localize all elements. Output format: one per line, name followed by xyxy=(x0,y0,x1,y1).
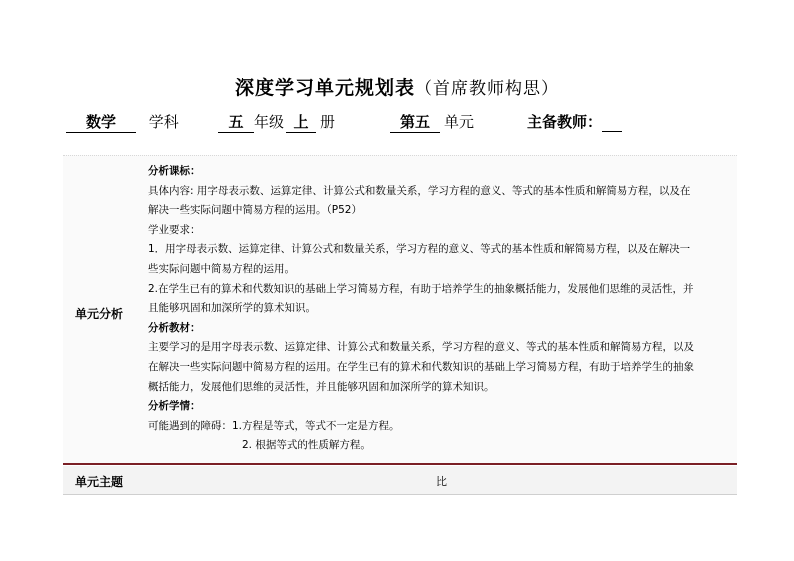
requirement-heading: 学业要求： xyxy=(148,223,201,236)
term-label: 册 xyxy=(320,113,336,131)
requirement-line: 些实际问题中简易方程的运用。 xyxy=(148,262,295,275)
textbook-heading: 分析教材： xyxy=(148,321,201,334)
teacher-info xyxy=(527,111,622,132)
textbook-line: 主要学习的是用字母表示数、运算定律、计算公式和数量关系，学习方程的意义、等式的基本性质和解简易方程，以及 xyxy=(148,341,694,354)
textbook-line: 概括能力，发展他们思维的灵活性，并且能够巩固和加深所学的算术知识。 xyxy=(148,380,495,393)
curriculum-line: 具体内容: 用字母表示数、运算定律、计算公式和数量关系，学习方程的意义、等式的基本性质和解简易方程，以及在 xyxy=(148,184,691,197)
title-main: 深度学习单元规划表 xyxy=(234,77,415,99)
theme-value: 比 xyxy=(436,475,447,488)
grade-value: 五 xyxy=(218,111,254,133)
subject-info xyxy=(66,111,179,133)
table-bottom-border xyxy=(63,494,737,495)
subject-value: 数学 xyxy=(66,111,136,133)
unit-info xyxy=(390,111,474,133)
subject-label: 学科 xyxy=(148,113,179,131)
analysis-row-label: 单元分析 xyxy=(75,307,124,321)
teacher-value-blank xyxy=(602,113,622,132)
requirement-line: 2.在学生已有的算术和代数知识的基础上学习简易方程，有助于培养学生的抽象概括能力，发展他们思维的灵活性，并 xyxy=(148,282,694,295)
title-subtitle: （首席教师构思） xyxy=(415,79,559,99)
section-divider xyxy=(63,463,737,465)
textbook-line: 在解决一些实际问题中简易方程的运用。在学生已有的算术和代数知识的基础上学习简易方程，有助于培养学生的抽象 xyxy=(148,360,694,373)
grade-label: 年级 xyxy=(254,113,285,131)
unit-label: 单元 xyxy=(444,113,475,131)
student-heading: 分析学情： xyxy=(148,400,201,413)
theme-row xyxy=(63,466,737,494)
page-title xyxy=(0,73,794,100)
grade-info xyxy=(218,111,335,133)
unit-value: 第五 xyxy=(390,111,440,133)
term-value: 上 xyxy=(286,111,316,133)
teacher-label: 主备教师： xyxy=(527,113,603,131)
student-line: 可能遇到的障碍：1.方程是等式，等式不一定是方程。 xyxy=(148,419,400,432)
theme-row-label: 单元主题 xyxy=(75,475,124,489)
student-line: 2. 根据等式的性质解方程。 xyxy=(242,439,371,452)
requirement-line: 1．用字母表示数、运算定律、计算公式和数量关系，学习方程的意义、等式的基本性质和解简易方程，以及在解决一 xyxy=(148,243,691,256)
curriculum-line: 解决一些实际问题中简易方程的运用。（P52） xyxy=(148,204,362,217)
analysis-content xyxy=(148,162,736,456)
curriculum-heading: 分析课标： xyxy=(148,165,201,177)
requirement-line: 且能够巩固和加深所学的算术知识。 xyxy=(148,302,316,315)
